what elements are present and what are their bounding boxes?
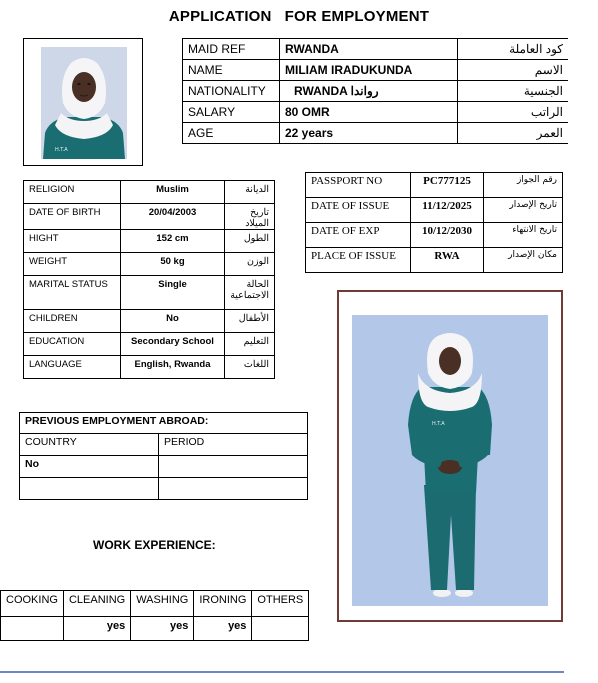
personal-details-table — [23, 180, 275, 379]
weight-value: 50 kg — [121, 253, 225, 276]
cooking-header: COOKING — [1, 591, 64, 617]
age-value: 22 years — [280, 123, 458, 144]
language-arabic: اللغات — [225, 356, 275, 379]
table-row — [306, 223, 563, 248]
religion-arabic: الديانة — [225, 181, 275, 204]
place-of-issue-label: PLACE OF ISSUE — [306, 248, 411, 273]
table-row — [20, 456, 308, 478]
table-row — [24, 204, 275, 230]
page-title: APPLICATION FOR EMPLOYMENT — [168, 8, 430, 25]
salary-value: 80 OMR — [280, 102, 458, 123]
height-arabic: الطول — [225, 230, 275, 253]
basic-info-table — [182, 38, 568, 144]
language-label: LANGUAGE — [24, 356, 121, 379]
dob-label: DATE OF BIRTH — [24, 204, 121, 230]
issue-date-arabic: تاريخ الإصدار — [484, 198, 563, 223]
previous-employment-table — [19, 412, 308, 500]
expiry-date-arabic: تاريخ الانتهاء — [484, 223, 563, 248]
weight-arabic: الوزن — [225, 253, 275, 276]
dob-arabic: تاريخ الميلاد — [225, 204, 275, 230]
table-row — [306, 173, 563, 198]
maid-ref-value: RWANDA — [280, 39, 458, 60]
work-experience-table — [0, 590, 309, 641]
dob-value: 20/04/2003 — [121, 204, 225, 230]
place-of-issue-arabic: مكان الإصدار — [484, 248, 563, 273]
age-arabic: العمر — [458, 123, 569, 144]
previous-employment-heading: PREVIOUS EMPLOYMENT ABROAD: — [20, 413, 308, 434]
full-body-photo — [352, 315, 548, 606]
washing-header: WASHING — [131, 591, 194, 617]
work-experience-heading: WORK EXPERIENCE: — [93, 538, 216, 552]
table-row — [1, 591, 309, 617]
nationality-arabic: الجنسية — [458, 81, 569, 102]
nationality-label: NATIONALITY — [183, 81, 280, 102]
table-row — [24, 253, 275, 276]
uniform-badge-large: H.T.A — [432, 421, 445, 427]
others-header: OTHERS — [252, 591, 309, 617]
table-row — [24, 230, 275, 253]
maid-ref-arabic: كود العاملة — [458, 39, 569, 60]
age-label: AGE — [183, 123, 280, 144]
expiry-date-label: DATE OF EXP — [306, 223, 411, 248]
table-row — [20, 413, 308, 434]
table-row — [183, 123, 569, 144]
issue-date-label: DATE OF ISSUE — [306, 198, 411, 223]
nationality-value: RWANDA رواندا — [280, 81, 458, 102]
portrait-thumbnail-frame — [23, 38, 143, 166]
table-row — [306, 248, 563, 273]
table-row — [183, 102, 569, 123]
period-cell — [159, 478, 308, 500]
table-row — [1, 617, 309, 641]
name-value: MILIAM IRADUKUNDA — [280, 60, 458, 81]
table-row — [183, 81, 569, 102]
country-cell — [20, 478, 159, 500]
table-row — [24, 310, 275, 333]
passport-no-value: PC777125 — [411, 173, 484, 198]
table-row — [183, 60, 569, 81]
country-header: COUNTRY — [20, 434, 159, 456]
marital-status-arabic: الحالة الاجتماعية — [225, 276, 275, 310]
expiry-date-value: 10/12/2030 — [411, 223, 484, 248]
table-row — [183, 39, 569, 60]
washing-value: yes — [131, 617, 194, 641]
full-body-photo-frame — [337, 290, 563, 622]
table-row — [24, 333, 275, 356]
table-row — [20, 478, 308, 500]
weight-label: WEIGHT — [24, 253, 121, 276]
issue-date-value: 11/12/2025 — [411, 198, 484, 223]
children-arabic: الأطفال — [225, 310, 275, 333]
place-of-issue-value: RWA — [411, 248, 484, 273]
portrait-thumbnail-photo — [41, 47, 127, 159]
table-row — [24, 356, 275, 379]
language-value: English, Rwanda — [121, 356, 225, 379]
ironing-value: yes — [194, 617, 252, 641]
children-value: No — [121, 310, 225, 333]
height-label: HIGHT — [24, 230, 121, 253]
maid-ref-label: MAID REF — [183, 39, 280, 60]
education-value: Secondary School — [121, 333, 225, 356]
education-arabic: التعليم — [225, 333, 275, 356]
others-value — [252, 617, 309, 641]
passport-no-arabic: رقم الجواز — [484, 173, 563, 198]
table-row — [20, 434, 308, 456]
education-label: EDUCATION — [24, 333, 121, 356]
country-cell: No — [20, 456, 159, 478]
uniform-badge-small: H.T.A — [55, 147, 68, 153]
passport-no-label: PASSPORT NO — [306, 173, 411, 198]
salary-arabic: الراتب — [458, 102, 569, 123]
height-value: 152 cm — [121, 230, 225, 253]
name-label: NAME — [183, 60, 280, 81]
table-row — [306, 198, 563, 223]
period-header: PERIOD — [159, 434, 308, 456]
cleaning-header: CLEANING — [63, 591, 130, 617]
ironing-header: IRONING — [194, 591, 252, 617]
cleaning-value: yes — [63, 617, 130, 641]
religion-label: RELIGION — [24, 181, 121, 204]
salary-label: SALARY — [183, 102, 280, 123]
marital-status-label: MARITAL STATUS — [24, 276, 121, 310]
passport-table — [305, 172, 563, 273]
period-cell — [159, 456, 308, 478]
table-row — [24, 181, 275, 204]
religion-value: Muslim — [121, 181, 225, 204]
name-arabic: الاسم — [458, 60, 569, 81]
table-row — [24, 276, 275, 310]
children-label: CHILDREN — [24, 310, 121, 333]
cooking-value — [1, 617, 64, 641]
footer-rule — [0, 671, 564, 673]
marital-status-value: Single — [121, 276, 225, 310]
